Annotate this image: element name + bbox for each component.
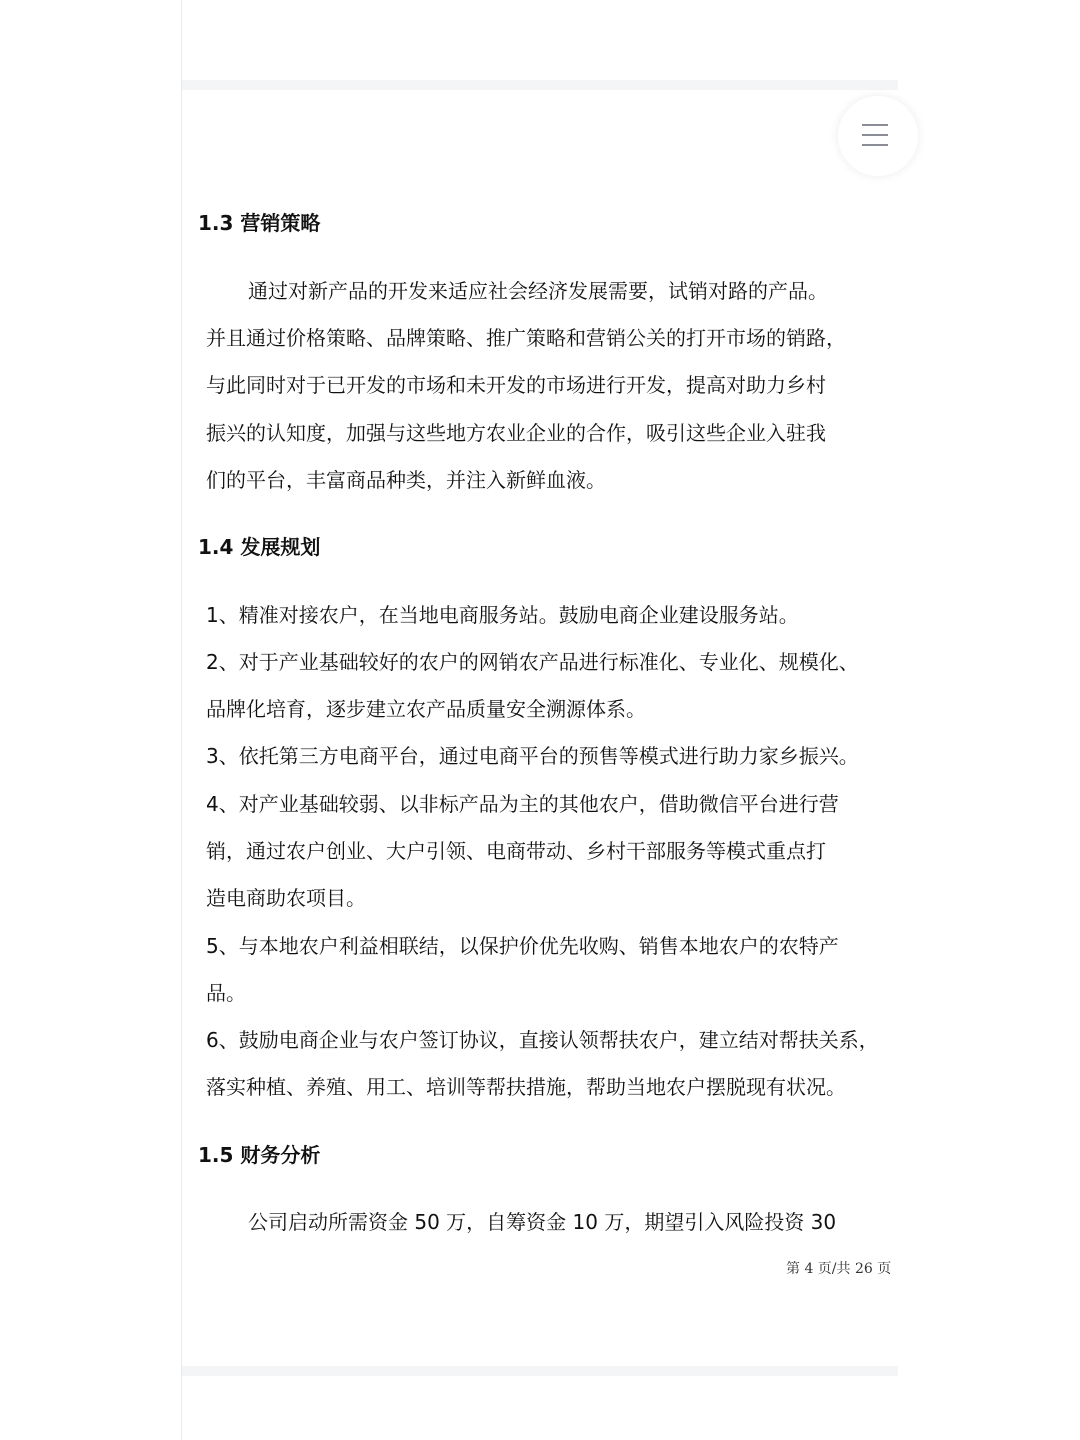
list-item-line: 2、对于产业基础较好的农户的网销农产品进行标准化、专业化、规模化、 <box>206 650 859 674</box>
list-item-line: 5、与本地农户利益相联结，以保护价优先收购、销售本地农户的农特产 <box>206 934 839 958</box>
list-item-line: 销，通过农户创业、大户引领、电商带动、乡村干部服务等模式重点打 <box>206 839 826 863</box>
page-separator-bottom <box>182 1366 898 1376</box>
section-heading-development-plan: 1.4 发展规划 <box>198 535 321 559</box>
paragraph-line: 振兴的认知度，加强与这些地方农业企业的合作，吸引这些企业入驻我 <box>206 421 826 445</box>
section-heading-financial-analysis: 1.5 财务分析 <box>198 1143 321 1167</box>
list-item-line: 4、对产业基础较弱、以非标产品为主的其他农户，借助微信平台进行营 <box>206 792 839 816</box>
paragraph-line: 们的平台，丰富商品种类，并注入新鲜血液。 <box>206 468 606 492</box>
paragraph-line: 公司启动所需资金 50 万，自筹资金 10 万，期望引入风险投资 30 <box>248 1210 837 1234</box>
document-page <box>182 0 898 1366</box>
list-item-line: 6、鼓励电商企业与农户签订协议，直接认领帮扶农户，建立结对帮扶关系， <box>206 1028 879 1052</box>
section-heading-marketing: 1.3 营销策略 <box>198 211 321 235</box>
paragraph-line: 通过对新产品的开发来适应社会经济发展需要，试销对路的产品。 <box>248 279 828 303</box>
page-number: 第 4 页/共 26 页 <box>786 1261 892 1277</box>
list-item-line: 造电商助农项目。 <box>206 886 366 910</box>
list-item-line: 落实种植、养殖、用工、培训等帮扶措施，帮助当地农户摆脱现有状况。 <box>206 1075 846 1099</box>
list-item-line: 品。 <box>206 981 246 1005</box>
paragraph-line: 并且通过价格策略、品牌策略、推广策略和营销公关的打开市场的销路， <box>206 326 846 350</box>
paragraph-line: 与此同时对于已开发的市场和未开发的市场进行开发，提高对助力乡村 <box>206 373 826 397</box>
list-item-line: 品牌化培育，逐步建立农产品质量安全溯源体系。 <box>206 697 646 721</box>
list-item-line: 1、精准对接农户，在当地电商服务站。鼓励电商企业建设服务站。 <box>206 603 799 627</box>
list-item-line: 3、依托第三方电商平台，通过电商平台的预售等模式进行助力家乡振兴。 <box>206 744 859 768</box>
